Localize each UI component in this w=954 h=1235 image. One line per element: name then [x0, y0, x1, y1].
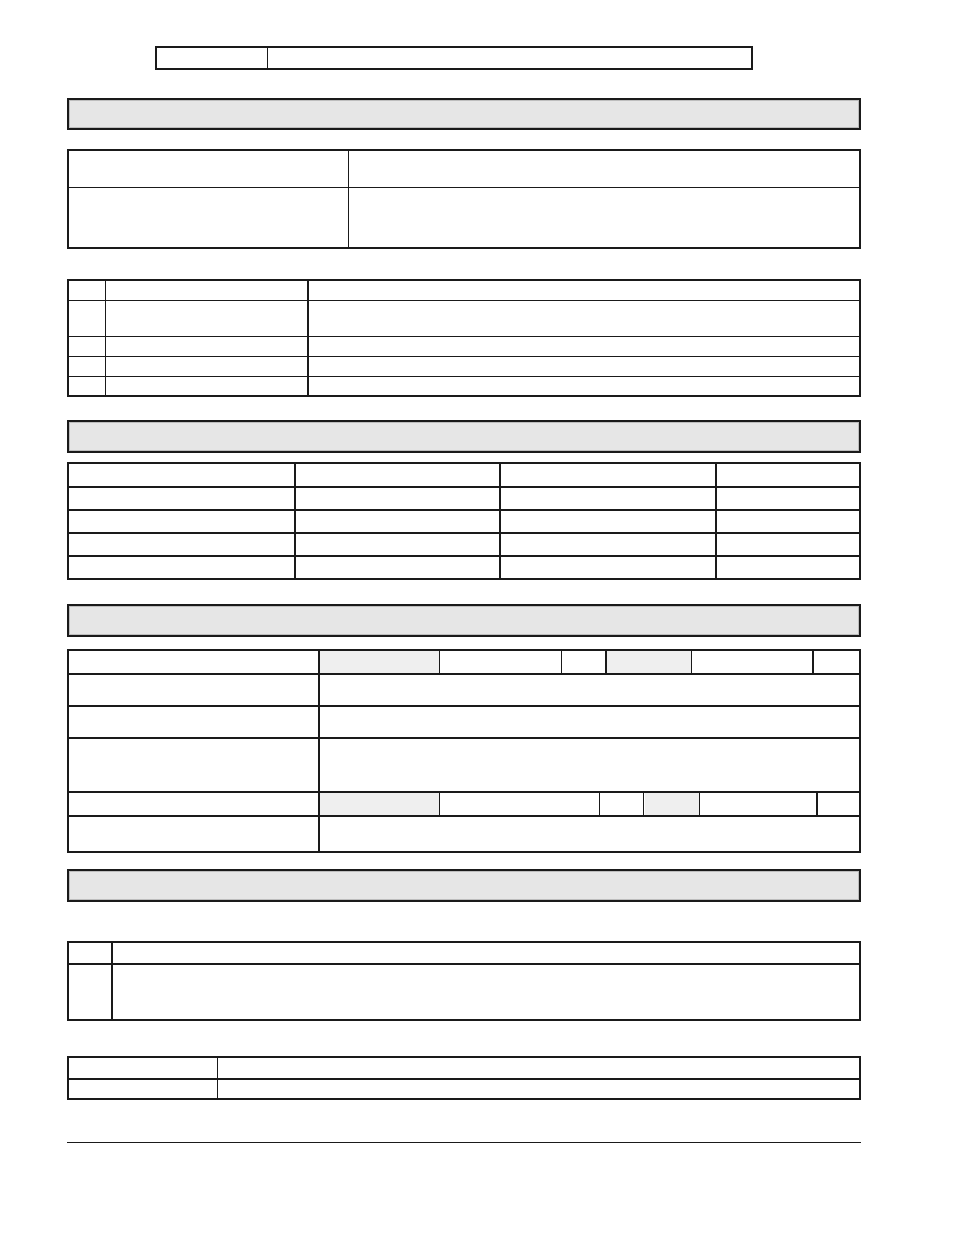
bottom-rule — [67, 1142, 861, 1143]
list-row-4-name — [106, 357, 306, 376]
list-row-5-num — [69, 377, 105, 395]
section-3-title — [69, 612, 859, 630]
footer-row-2-label — [69, 1080, 217, 1098]
mid-row-1-value — [320, 675, 859, 705]
info-label-2 — [69, 188, 348, 247]
list-row-2-name — [106, 301, 306, 336]
note-row-1-num — [69, 943, 111, 963]
list-row-1-desc — [310, 281, 859, 300]
mid-row-2-label — [69, 707, 318, 737]
grid-r3-c4 — [717, 511, 859, 532]
grid-r2-c2 — [296, 488, 499, 509]
grid-r4-c1 — [69, 534, 294, 555]
mid-row-1-label — [69, 675, 318, 705]
note-row-1-text — [113, 943, 859, 963]
section-3-header — [67, 604, 861, 637]
mid-row-3-value — [320, 739, 859, 791]
grid-r4-c3 — [501, 534, 715, 555]
grid-r4-c4 — [717, 534, 859, 555]
grid-r1-c4 — [717, 464, 859, 486]
row-a-cell-1 — [320, 651, 439, 673]
list-row-2-desc — [310, 301, 859, 336]
info-table — [67, 149, 861, 249]
row-a-cell-5 — [692, 651, 812, 673]
mid-row-2-value — [320, 707, 859, 737]
note-table — [67, 941, 861, 1021]
header-value — [268, 48, 751, 68]
info-value-2 — [349, 188, 859, 247]
row-a-cell-4 — [607, 651, 691, 673]
row-b-cell-6 — [818, 793, 859, 815]
footer-row-1-label — [69, 1058, 217, 1078]
list-row-4-desc — [310, 357, 859, 376]
grid-r1-c3 — [501, 464, 715, 486]
header-label — [157, 48, 267, 68]
list-row-3-desc — [310, 337, 859, 356]
row-b-cell-1 — [320, 793, 439, 815]
footer-row-2-value — [219, 1080, 859, 1098]
note-row-2-text — [113, 965, 859, 1019]
row-a-label — [69, 651, 318, 673]
info-label-1 — [69, 151, 348, 187]
grid-r4-c2 — [296, 534, 499, 555]
list-row-1-num — [69, 281, 105, 300]
list-row-5-desc — [310, 377, 859, 395]
row-b-cell-5 — [700, 793, 816, 815]
section-2-title — [69, 428, 859, 446]
list-row-3-num — [69, 337, 105, 356]
footer-row-1-value — [219, 1058, 859, 1078]
last-row-label — [69, 817, 318, 851]
section-3-form — [67, 649, 861, 853]
section-4-header — [67, 869, 861, 902]
grid-r3-c1 — [69, 511, 294, 532]
grid-r2-c3 — [501, 488, 715, 509]
row-b-label — [69, 793, 318, 815]
row-a-cell-6 — [814, 651, 859, 673]
list-row-3-name — [106, 337, 306, 356]
header-box — [155, 46, 753, 70]
grid-r2-c1 — [69, 488, 294, 509]
section-2-grid — [67, 462, 861, 580]
list-row-4-num — [69, 357, 105, 376]
grid-r1-c1 — [69, 464, 294, 486]
row-b-cell-4 — [645, 793, 699, 815]
row-b-cell-3 — [600, 793, 643, 815]
list-row-2-num — [69, 301, 105, 336]
footer-table — [67, 1056, 861, 1100]
row-a-cell-2 — [440, 651, 561, 673]
section-1-header — [67, 98, 861, 130]
section-4-title — [69, 877, 859, 895]
mid-row-3-label — [69, 739, 318, 791]
grid-r5-c4 — [717, 557, 859, 578]
grid-r2-c4 — [717, 488, 859, 509]
section-1-title — [69, 106, 859, 124]
grid-r5-c2 — [296, 557, 499, 578]
grid-r3-c3 — [501, 511, 715, 532]
row-b-cell-2 — [440, 793, 599, 815]
grid-r3-c2 — [296, 511, 499, 532]
grid-r5-c3 — [501, 557, 715, 578]
info-value-1 — [349, 151, 859, 187]
list-table — [67, 279, 861, 397]
grid-r1-c2 — [296, 464, 499, 486]
note-row-2-num — [69, 965, 111, 1019]
list-row-5-name — [106, 377, 306, 395]
grid-r5-c1 — [69, 557, 294, 578]
last-row-value — [320, 817, 859, 851]
row-a-cell-3 — [562, 651, 605, 673]
section-2-header — [67, 420, 861, 453]
list-row-1-name — [106, 281, 306, 300]
